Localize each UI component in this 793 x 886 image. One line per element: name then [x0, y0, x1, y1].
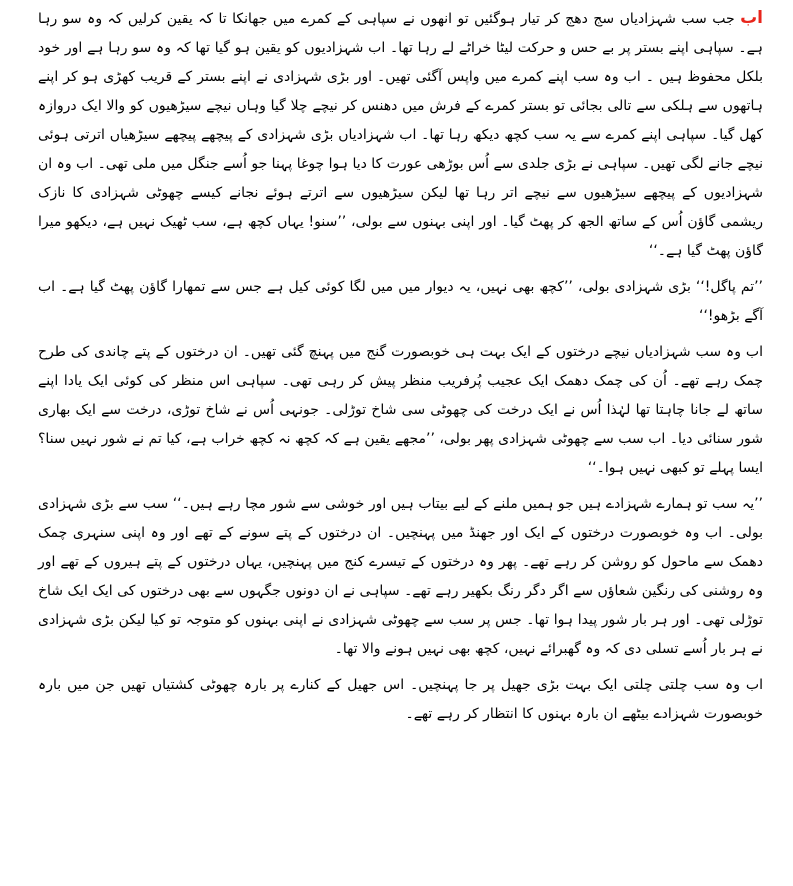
- paragraph-2: ’’تم پاگل!‘‘ بڑی شہزادی بولی، ’’کچھ بھی نہیں، یہ دیوار میں میں لگا کوئی کیل ہے جس سے تمھارا گاؤن پھٹ گیا ہے۔ اب آگے بڑھو!‘‘: [38, 279, 763, 324]
- paragraph-4: ’’یہ سب تو ہمارے شہزادے ہیں جو ہمیں ملنے کے لیے بیتاب ہیں اور خوشی سے شور مچا رہے ہیں۔‘‘ سب سے بڑی شہزادی بولی۔ اب وہ خوبصورت درختوں کے ایک اور جھنڈ میں پہنچیں۔ ان درختوں کے پتے سونے کے تھے اور وہ اپنی سنہری چمک دھمک سے ماحول کو روشن کر رہے تھے۔ پھر وہ درختوں کے تیسرے کنج میں پہنچیں، یہاں درختوں کے پتے ہیروں کے تھے اور وہ روشنی کی رنگین شعاؤں سے اگر دگر رنگ بکھیر رہے تھے۔ سپاہی نے ان دونوں جگہوں سے بھی درختوں کی ایک ایک شاخ توڑلی تھی۔ اور ہر بار شور پیدا ہوا تھا۔ جس پر سب سے چھوٹی شہزادی نے اپنی بہنوں کو متوجہ تو کیا لیکن بڑی شہزادی نے ہر بار اُسے تسلی دی کہ وہ گھبرائے نہیں، کچھ بھی نہیں ہونے والا تھا۔: [38, 496, 763, 657]
- paragraph-3: اب وہ سب شہزادیاں نیچے درختوں کے ایک بہت ہی خوبصورت گنج میں پہنچ گئی تھیں۔ ان درختوں کے پتے چاندی کی طرح چمک رہے تھے۔ اُن کی چمک دھمک ایک عجیب پُرفریب منظر پیش کر رہی تھی۔ سپاہی اس منظر کی کوئی ایک یادا اپنے ساتھ لے جانا چاہتا تھا لہٰذا اُس نے ایک درخت کی چھوٹی سی شاخ توڑلی۔ جونہی اُس نے شاخ توڑی، درخت سے ایک بھاری شور سنائی دیا۔ اب سب سے چھوٹی شہزادی پھر بولی، ’’مجھے یقین ہے کہ کچھ نہ کچھ خراب ہے، کیا تم نے شور نہیں سنا؟ ایسا پہلے تو کبھی نہیں ہوا۔‘‘: [38, 344, 763, 476]
- paragraph-1-text: جب سب شہزادیاں سج دھج کر تیار ہوگئیں تو انھوں نے سپاہی کے کمرے میں جھانکا تا کہ یقین کرلیں کہ وہ سو رہا ہے۔ سپاہی اپنے بستر پر بے حس و حرکت لیٹا خراٹے لے رہا تھا۔ اب شہزادیوں کو یقین ہو گیا تھا کہ وہ سو رہا ہے اور خود بلکل محفوظ ہیں ۔ اب وہ سب اپنے کمرے میں واپس آگئی تھیں۔ اور بڑی شہزادی نے اپنے بستر کے قریب کھڑی ہو کر اپنے ہاتھوں سے ہلکی سے تالی بجائی تو بستر کمرے کے فرش میں دھنس کر نیچے چلا گیا وہاں نیچے سیڑھیوں کو والا ایک دروازہ کھل گیا۔ سپاہی اپنے کمرے سے یہ سب کچھ دیکھ رہا تھا۔ اب شہزادیاں بڑی شہزادی کے پیچھے پیچھے سیڑھیاں اترتی ہوئی نیچے جانے لگی تھیں۔ سپاہی نے بڑی جلدی سے اُس بوڑھی عورت کا دیا ہوا چوغا پہنا جو اُسے جنگل میں ملی تھی۔ اب وہ ان شہزادیوں کے پیچھے سیڑھیوں سے نیچے اتر رہا تھا لیکن سیڑھیوں سے اترتے ہوئے نجانے کیسے چھوٹی شہزادی کا نازک ریشمی گاؤن اُس کے ساتھ الجھ کر پھٹ گیا۔ اور اپنی بہنوں سے بولی، ’’سنو! یہاں کچھ ہے، سب ٹھیک نہیں ہے، دیکھو میرا گاؤن پھٹ گیا ہے۔‘‘: [38, 11, 763, 259]
- paragraph-1: [38, 4, 763, 266]
- lead-word: اب: [740, 8, 763, 28]
- paragraph-5: اب وہ سب چلتی چلتی ایک بہت بڑی جھیل پر جا پہنچیں۔ اس جھیل کے کنارے پر بارہ چھوٹی کشتیاں تھیں جن میں بارہ خوبصورت شہزادے بیٹھے ان بارہ بہنوں کا انتظار کر رہے تھے۔: [38, 677, 763, 722]
